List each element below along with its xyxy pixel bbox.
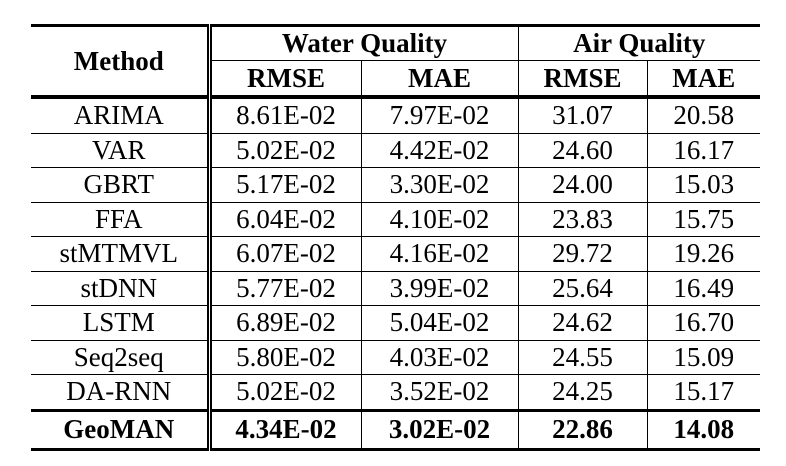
value-cell: 16.70 <box>647 306 760 341</box>
value-cell: 5.04E-02 <box>361 306 518 341</box>
value-cell: 16.17 <box>647 133 760 168</box>
method-cell: stDNN <box>31 271 209 306</box>
value-cell: 20.58 <box>647 97 760 133</box>
method-cell: GBRT <box>31 168 209 203</box>
value-cell: 8.61E-02 <box>209 97 361 133</box>
value-cell: 4.03E-02 <box>361 340 518 375</box>
water-quality-header: Water Quality <box>209 26 518 61</box>
value-cell: 24.60 <box>518 133 647 168</box>
value-cell: 15.75 <box>647 202 760 237</box>
best-value-cell: 3.02E-02 <box>361 410 518 449</box>
value-cell: 4.42E-02 <box>361 133 518 168</box>
value-cell: 25.64 <box>518 271 647 306</box>
value-cell: 3.30E-02 <box>361 168 518 203</box>
value-cell: 31.07 <box>518 97 647 133</box>
value-cell: 5.02E-02 <box>209 133 361 168</box>
method-cell: VAR <box>31 133 209 168</box>
method-cell: LSTM <box>31 306 209 341</box>
value-cell: 24.25 <box>518 375 647 411</box>
table-row <box>31 271 760 306</box>
air-quality-header: Air Quality <box>518 26 760 61</box>
value-cell: 7.97E-02 <box>361 97 518 133</box>
results-table <box>31 24 760 451</box>
value-cell: 5.80E-02 <box>209 340 361 375</box>
value-cell: 19.26 <box>647 237 760 272</box>
value-cell: 4.10E-02 <box>361 202 518 237</box>
value-cell: 24.00 <box>518 168 647 203</box>
value-cell: 16.49 <box>647 271 760 306</box>
value-cell: 6.04E-02 <box>209 202 361 237</box>
table-row <box>31 340 760 375</box>
table-row <box>31 202 760 237</box>
value-cell: 24.55 <box>518 340 647 375</box>
value-cell: 6.89E-02 <box>209 306 361 341</box>
best-value-cell: 14.08 <box>647 410 760 449</box>
air-mae-header: MAE <box>647 61 760 97</box>
value-cell: 5.77E-02 <box>209 271 361 306</box>
water-rmse-header: RMSE <box>209 61 361 97</box>
value-cell: 4.16E-02 <box>361 237 518 272</box>
value-cell: 5.02E-02 <box>209 375 361 411</box>
method-cell: ARIMA <box>31 97 209 133</box>
best-method-cell: GeoMAN <box>31 410 209 449</box>
table-row <box>31 168 760 203</box>
value-cell: 3.99E-02 <box>361 271 518 306</box>
table-row <box>31 97 760 133</box>
method-cell: DA-RNN <box>31 375 209 411</box>
air-rmse-header: RMSE <box>518 61 647 97</box>
best-value-cell: 22.86 <box>518 410 647 449</box>
best-method-row <box>31 410 760 449</box>
value-cell: 24.62 <box>518 306 647 341</box>
table-row <box>31 133 760 168</box>
table-row <box>31 306 760 341</box>
best-value-cell: 4.34E-02 <box>209 410 361 449</box>
method-header: Method <box>31 26 209 98</box>
water-mae-header: MAE <box>361 61 518 97</box>
value-cell: 23.83 <box>518 202 647 237</box>
table-row <box>31 237 760 272</box>
method-cell: FFA <box>31 202 209 237</box>
value-cell: 15.09 <box>647 340 760 375</box>
header-row-groups <box>31 26 760 61</box>
value-cell: 6.07E-02 <box>209 237 361 272</box>
method-cell: stMTMVL <box>31 237 209 272</box>
value-cell: 3.52E-02 <box>361 375 518 411</box>
value-cell: 15.17 <box>647 375 760 411</box>
value-cell: 5.17E-02 <box>209 168 361 203</box>
value-cell: 29.72 <box>518 237 647 272</box>
table-row <box>31 375 760 411</box>
method-cell: Seq2seq <box>31 340 209 375</box>
value-cell: 15.03 <box>647 168 760 203</box>
